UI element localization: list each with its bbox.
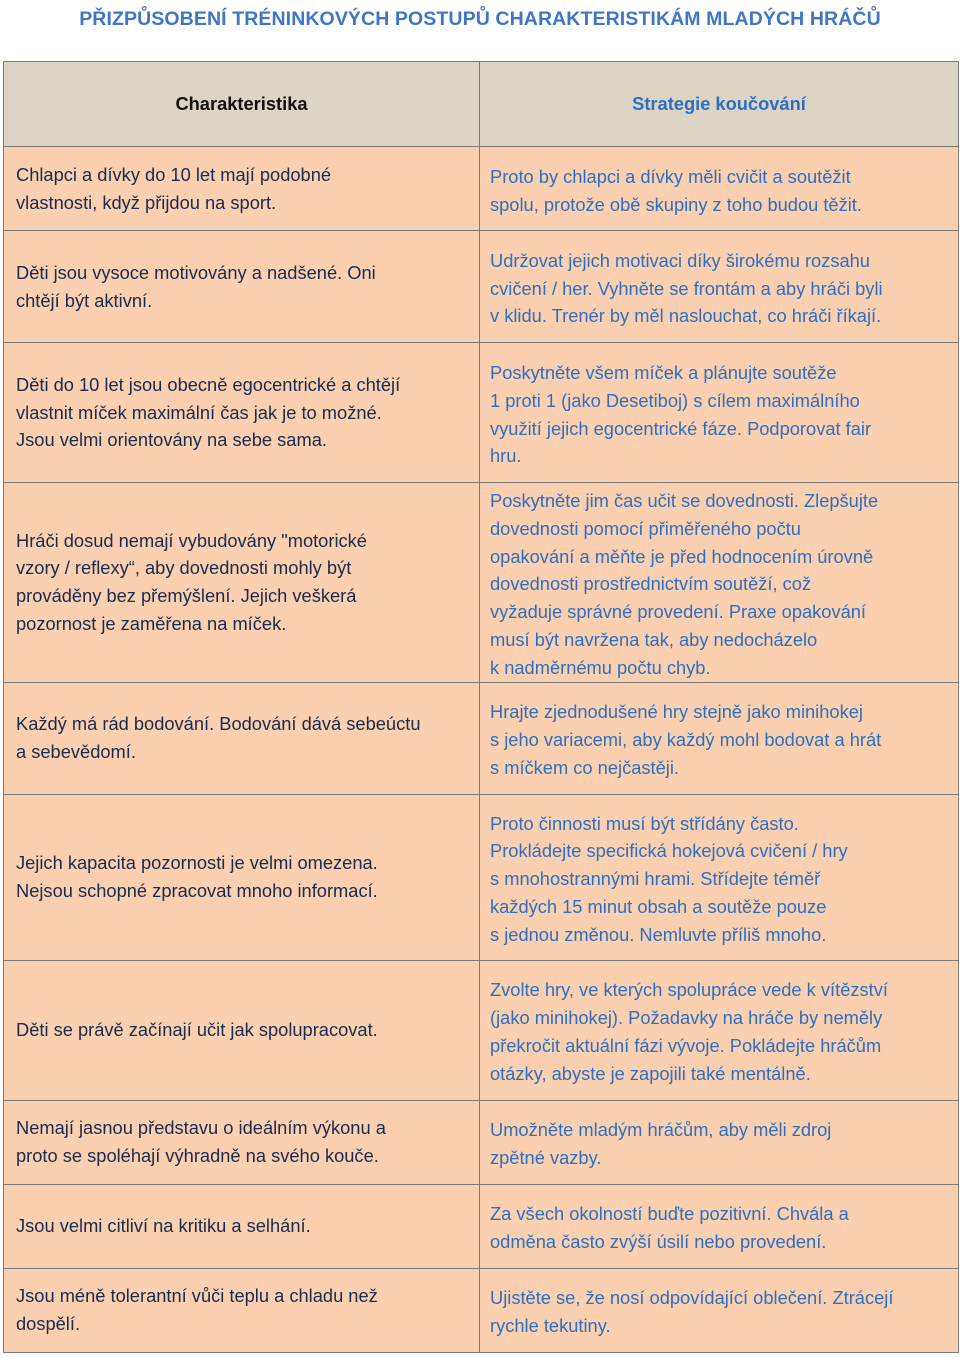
text-line: s jednou změnou. Nemluvte příliš mnoho. [490,923,827,945]
text-line: Jsou velmi orientovány na sebe sama. [16,429,327,451]
table-row [4,1268,959,1352]
table-header-row [4,62,959,147]
text-line: Nejsou schopné zpracovat mnoho informací. [16,880,378,902]
text-line: Hráči dosud nemají vybudovány "motorické [16,529,367,551]
table-row [4,794,959,960]
text-line: zpětné vazby. [490,1147,602,1169]
text-line: Jejich kapacita pozornosti je velmi omezena. [16,852,378,874]
characteristic-text [16,259,469,315]
header-characteristics-label: Charakteristika [175,93,308,115]
text-line: Zvolte hry, ve kterých spolupráce vede k vítězství [490,979,888,1001]
strategy-paragraph [490,247,948,330]
strategy-cell [480,1100,959,1184]
text-line: s míčkem co nejčastěji. [490,756,679,778]
text-line: odměna často zvýší úsilí nebo provedení. [490,1231,827,1253]
characteristic-text [16,161,469,217]
characteristic-text [16,527,469,638]
strategy-cell [480,960,959,1100]
table-row [4,483,959,683]
text-line: Prokládejte specifická hokejová cvičení / hry [490,840,848,862]
strategy-cell [480,483,959,683]
text-line: vzory / reflexy“, aby dovednosti mohly být [16,557,352,579]
strategy-cell [480,231,959,343]
text-line: a sebevědomí. [16,741,136,763]
text-line: hru. [490,445,522,467]
text-line: vyžaduje správné provedení. Praxe opakování [490,601,867,623]
text-line: vlastnit míček maximální čas jak je to možné. [16,401,382,423]
text-line: překročit aktuální fázi vývoje. Pokládejte hráčům [490,1035,882,1057]
text-line: Za všech okolností buďte pozitivní. Chvála a [490,1203,849,1225]
strategy-paragraph [490,976,948,1087]
text-line: dovednosti pomocí přiměřeného počtu [490,517,801,539]
text-line: dospělí. [16,1313,81,1335]
text-line: (jako minihokej). Požadavky na hráče by neměly [490,1007,883,1029]
text-line: Děti do 10 let jsou obecně egocentrické a chtějí [16,373,401,395]
characteristic-cell [4,147,480,231]
strategy-paragraph [490,359,948,470]
text-line: chtějí být aktivní. [16,289,153,311]
table-row [4,147,959,231]
text-line: Proto činnosti musí být střídány často. [490,812,799,834]
text-line: Umožněte mladým hráčům, aby měli zdroj [490,1119,832,1141]
text-line: Nemají jasnou představu o ideálním výkonu a [16,1117,386,1139]
strategy-cell [480,147,959,231]
characteristic-text [16,710,469,766]
text-line: s jeho variacemi, aby každý mohl bodovat a hrát [490,729,882,751]
text-line: pozornost je zaměřena na míček. [16,613,287,635]
table-row [4,343,959,483]
table-row [4,1184,959,1268]
strategy-cell [480,682,959,794]
text-line: vlastnosti, když přijdou na sport. [16,191,277,213]
strategy-paragraph [490,487,948,682]
header-coaching-strategy-label: Strategie koučování [632,93,806,115]
header-characteristics [4,62,480,147]
table-row [4,1100,959,1184]
characteristic-text [16,1212,469,1240]
text-line: Děti jsou vysoce motivovány a nadšené. Oni [16,261,376,283]
text-line: Hrajte zjednodušené hry stejně jako minihokej [490,701,863,723]
text-line: musí být navržena tak, aby nedocházelo [490,628,818,650]
text-line: prováděny bez přemýšlení. Jejich veškerá [16,585,357,607]
characteristic-cell [4,794,480,960]
strategy-paragraph [490,163,948,219]
text-line: Jsou velmi citliví na kritiku a selhání. [16,1215,311,1237]
text-line: využití jejich egocentrické fáze. Podporovat fair [490,417,872,439]
strategy-cell [480,343,959,483]
characteristic-cell [4,1268,480,1352]
text-line: s mnohostrannými hrami. Střídejte téměř [490,868,821,890]
characteristic-text [16,1114,469,1170]
strategy-cell [480,1184,959,1268]
text-line: dovednosti prostřednictvím soutěží, což [490,573,812,595]
characteristic-text [16,1282,469,1338]
strategy-cell [480,1268,959,1352]
table-row [4,682,959,794]
text-line: Chlapci a dívky do 10 let mají podobné [16,163,332,185]
text-line: každých 15 minut obsah a soutěže pouze [490,895,827,917]
text-line: otázky, abyste je zapojili také mentálně. [490,1062,811,1084]
strategy-paragraph [490,1116,948,1172]
text-line: Poskytněte jim čas učit se dovednosti. Zlepšujte [490,490,879,511]
text-line: spolu, protože obě skupiny z toho budou těžit. [490,193,862,215]
strategy-paragraph [490,698,948,781]
text-line: proto se spoléhají výhradně na svého kouče. [16,1145,379,1167]
characteristic-text [16,371,469,454]
characteristic-cell [4,1100,480,1184]
text-line: Poskytněte všem míček a plánujte soutěže [490,361,837,383]
table-row [4,231,959,343]
coaching-table [3,61,959,1353]
characteristic-cell [4,1184,480,1268]
strategy-paragraph [490,1200,948,1256]
text-line: Proto by chlapci a dívky měli cvičit a soutěžit [490,165,851,187]
characteristic-cell [4,682,480,794]
page-title: PŘIZPŮSOBENÍ TRÉNINKOVÝCH POSTUPŮ CHARAKTERISTIKÁM MLADÝCH HRÁČŮ [79,8,881,30]
characteristic-cell [4,343,480,483]
strategy-paragraph [490,810,948,949]
table-row [4,960,959,1100]
text-line: Děti se právě začínají učit jak spolupracovat. [16,1019,378,1041]
text-line: opakování a měňte je před hodnocením úrovně [490,545,874,567]
strategy-paragraph [490,1284,948,1340]
text-line: 1 proti 1 (jako Desetiboj) s cílem maximálního [490,389,860,411]
characteristic-cell [4,483,480,683]
text-line: k nadměrnému počtu chyb. [490,656,711,678]
characteristic-text [16,849,469,905]
text-line: Ujistěte se, že nosí odpovídající oblečení. Ztrácejí [490,1287,894,1309]
characteristic-text [16,1016,469,1044]
text-line: Jsou méně tolerantní vůči teplu a chladu než [16,1285,378,1307]
characteristic-cell [4,231,480,343]
characteristic-cell [4,960,480,1100]
text-line: Udržovat jejich motivaci díky širokému rozsahu [490,249,870,271]
text-line: rychle tekutiny. [490,1315,611,1337]
strategy-cell [480,794,959,960]
text-line: cvičení / her. Vyhněte se frontám a aby hráči byli [490,277,883,299]
text-line: Každý má rád bodování. Bodování dává sebeúctu [16,713,421,735]
text-line: v klidu. Trenér by měl naslouchat, co hráči říkají. [490,305,882,327]
header-coaching-strategy [480,62,959,147]
